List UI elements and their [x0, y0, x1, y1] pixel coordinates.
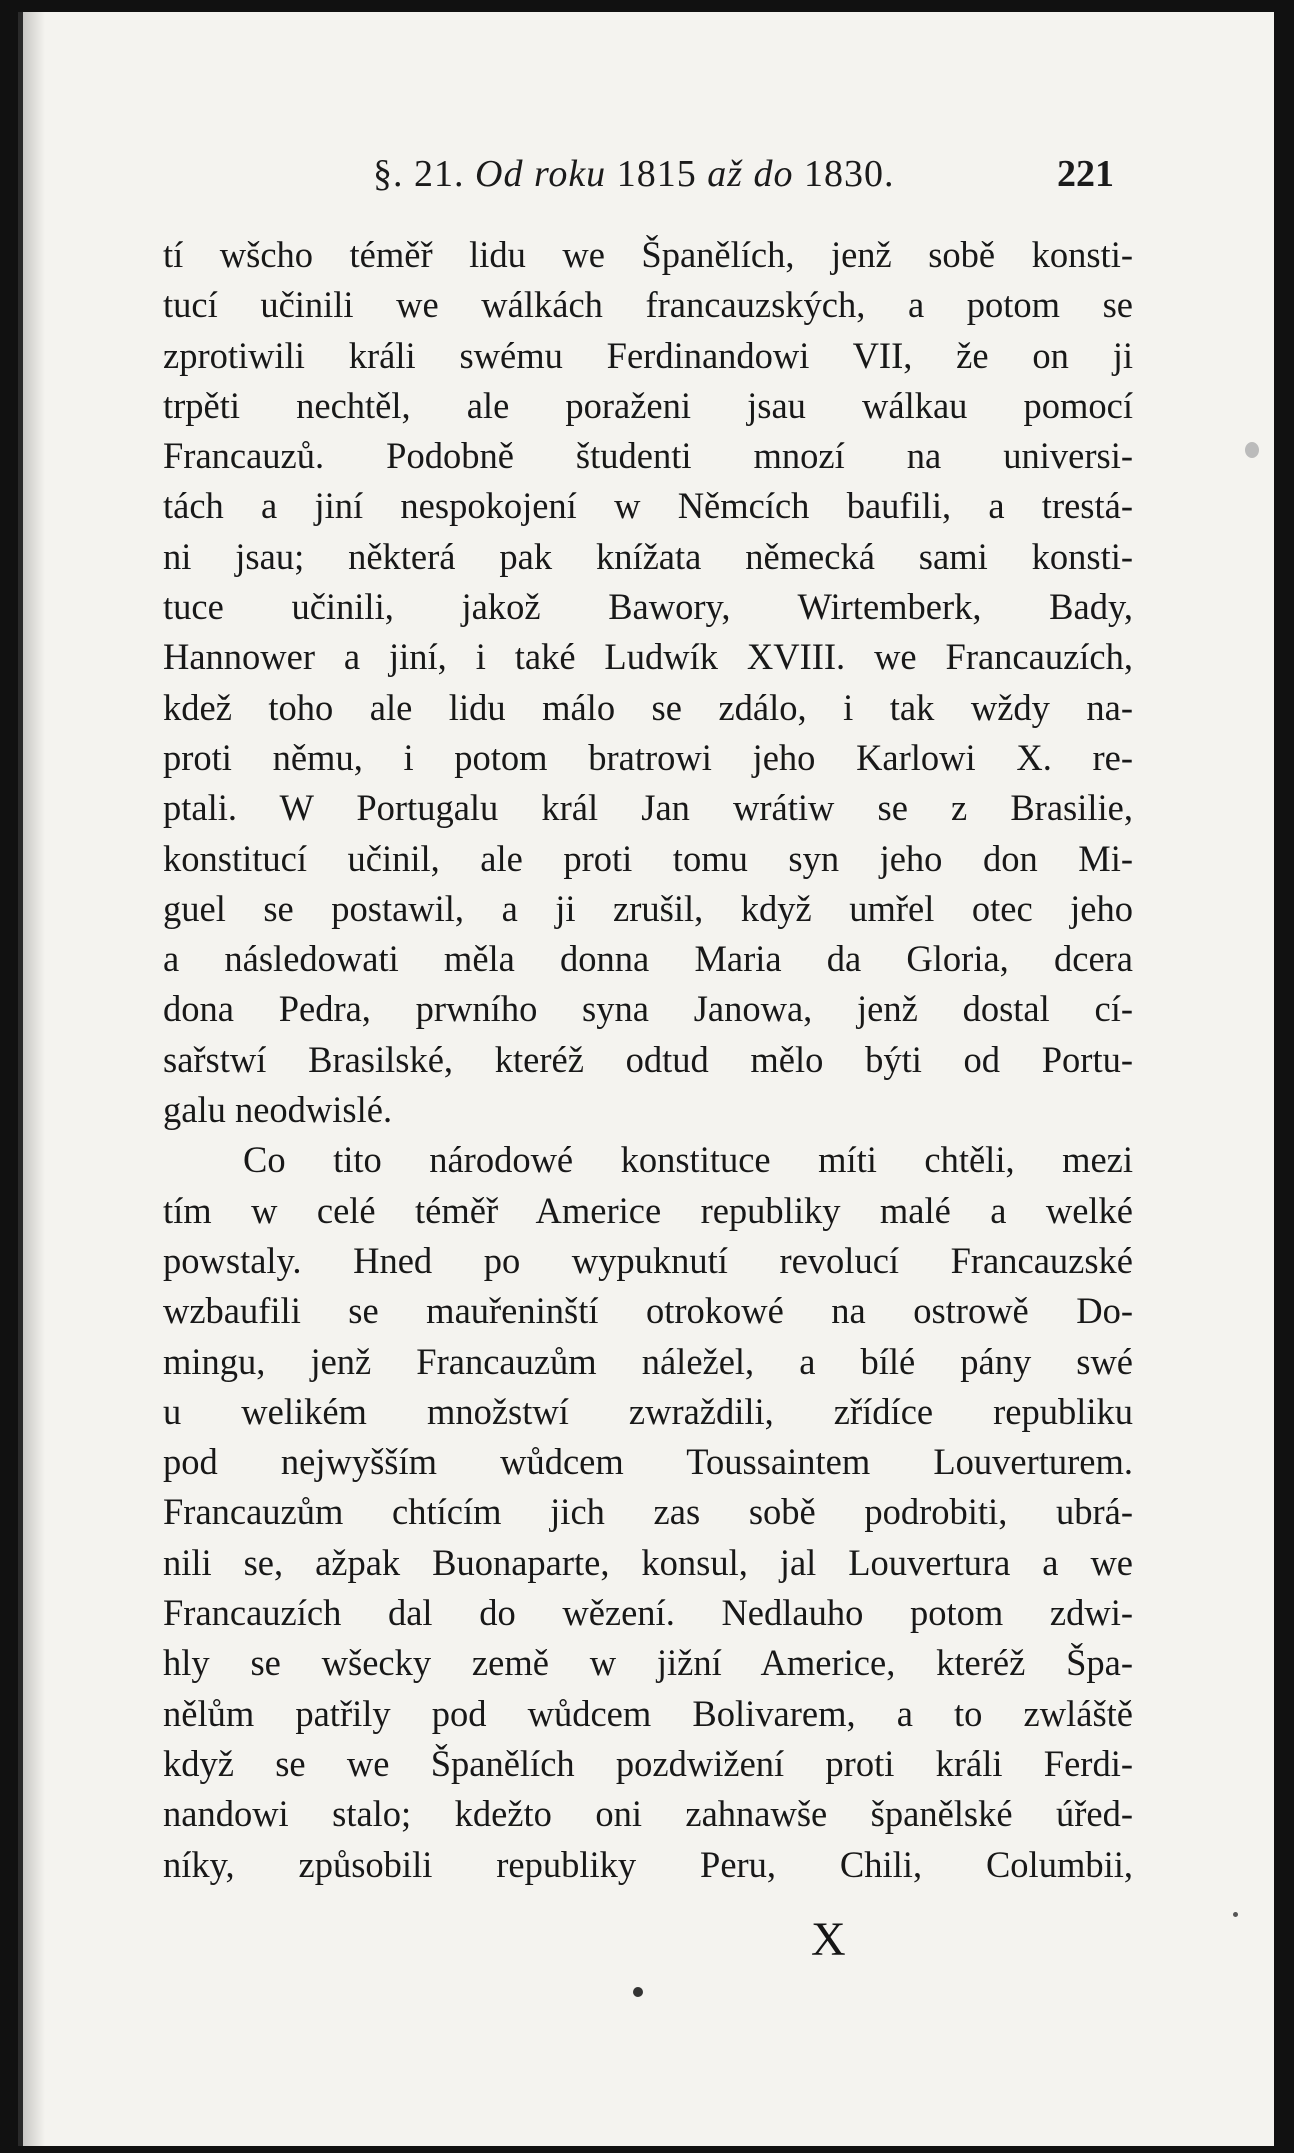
page-speck — [633, 1987, 643, 1997]
text-line: níky, způsobili republiky Peru, Chili, Columbii, — [163, 1843, 1133, 1885]
text-line: hly se wšecky země w jižní Americe, kteréž Špa- — [163, 1642, 1133, 1684]
year-to: 1830. — [803, 153, 895, 195]
text-line: Hannower a jiní, i také Ludwík XVIII. we Francauzích, — [163, 636, 1133, 678]
text-line: ptali. W Portugalu král Jan wrátiw se z Brasilie, — [163, 787, 1133, 829]
page-speck — [1233, 1912, 1238, 1917]
running-head-title — [373, 152, 894, 196]
page-speck — [1245, 442, 1259, 458]
text-line: sařstwí Brasilské, kteréž odtud mělo býti od Portu- — [163, 1038, 1133, 1080]
text-line: když se we Španělích pozdwižení proti králi Ferdi- — [163, 1742, 1133, 1784]
year-from: 1815 — [616, 153, 697, 195]
text-line: galu neodwislé. — [163, 1089, 393, 1131]
page-number: 221 — [1057, 153, 1114, 195]
text-line: trpěti nechtěl, ale poraženi jsau wálkau pomocí — [163, 384, 1133, 426]
text-line: Francauzům chtícím jich zas sobě podrobiti, ubrá- — [163, 1491, 1133, 1533]
text-line: tuce učinili, jakož Bawory, Wirtemberk, Bady, — [163, 586, 1133, 628]
text-line: tím w celé téměř Americe republiky malé a welké — [163, 1189, 1133, 1231]
page-gutter-shadow — [23, 12, 45, 2146]
text-line: tucí učinili we wálkách francauzských, a potom se — [163, 284, 1133, 326]
text-line: konstitucí učinil, ale proti tomu syn jeho don Mi- — [163, 837, 1133, 879]
running-header — [173, 152, 1114, 202]
text-line: zprotiwili králi swému Ferdinandowi VII, že on ji — [163, 334, 1133, 376]
text-line: u welikém množstwí zwraždili, zřídíce republiku — [163, 1390, 1133, 1432]
text-line: ni jsau; některá pak knížata německá sami konsti- — [163, 535, 1133, 577]
section-number: §. 21. — [373, 153, 465, 195]
catchword: X — [811, 1913, 846, 1966]
text-line: nělům patřily pod wůdcem Bolivarem, a to zwláště — [163, 1692, 1133, 1734]
text-line: tí wšcho téměř lidu we Španělích, jenž sobě konsti- — [163, 234, 1133, 275]
text-line: pod nejwyšším wůdcem Toussaintem Louverturem. — [163, 1441, 1133, 1483]
title-conjunction: až do — [707, 153, 794, 195]
text-line: powstaly. Hned po wypuknutí revolucí Francauzské — [163, 1239, 1133, 1281]
text-line: tách a jiní nespokojení w Němcích baufili, a trestá- — [163, 485, 1133, 527]
book-page — [18, 12, 1274, 2146]
text-line: a následowati měla donna Maria da Gloria, dcera — [163, 938, 1133, 980]
text-line: dona Pedra, prwního syna Janowa, jenž dostal cí- — [163, 988, 1133, 1030]
text-line: Francauzů. Podobně študenti mnozí na universi- — [163, 435, 1133, 477]
text-line: mingu, jenž Francauzům náležel, a bílé pány swé — [163, 1340, 1133, 1382]
text-line: nandowi stalo; kdežto oni zahnawše španělské úřed- — [163, 1793, 1133, 1835]
text-line: nili se, ažpak Buonaparte, konsul, jal Louvertura a we — [163, 1541, 1133, 1583]
text-line: Francauzích dal do wězení. Nedlauho potom zdwi- — [163, 1592, 1133, 1634]
paragraph — [163, 1135, 1133, 1889]
text-line: Co tito národowé konstituce míti chtěli, mezi — [243, 1139, 1133, 1181]
body-text — [163, 230, 1133, 1890]
text-line: kdež toho ale lidu málo se zdálo, i tak wždy na- — [163, 686, 1133, 728]
paragraph — [163, 230, 1133, 1135]
title-italic: Od roku — [475, 153, 607, 195]
text-line: wzbaufili se mauřeninští otrokowé na ostrowě Do- — [163, 1290, 1133, 1332]
text-line: proti němu, i potom bratrowi jeho Karlowi X. re- — [163, 736, 1133, 778]
text-line: guel se postawil, a ji zrušil, když umřel otec jeho — [163, 887, 1133, 929]
